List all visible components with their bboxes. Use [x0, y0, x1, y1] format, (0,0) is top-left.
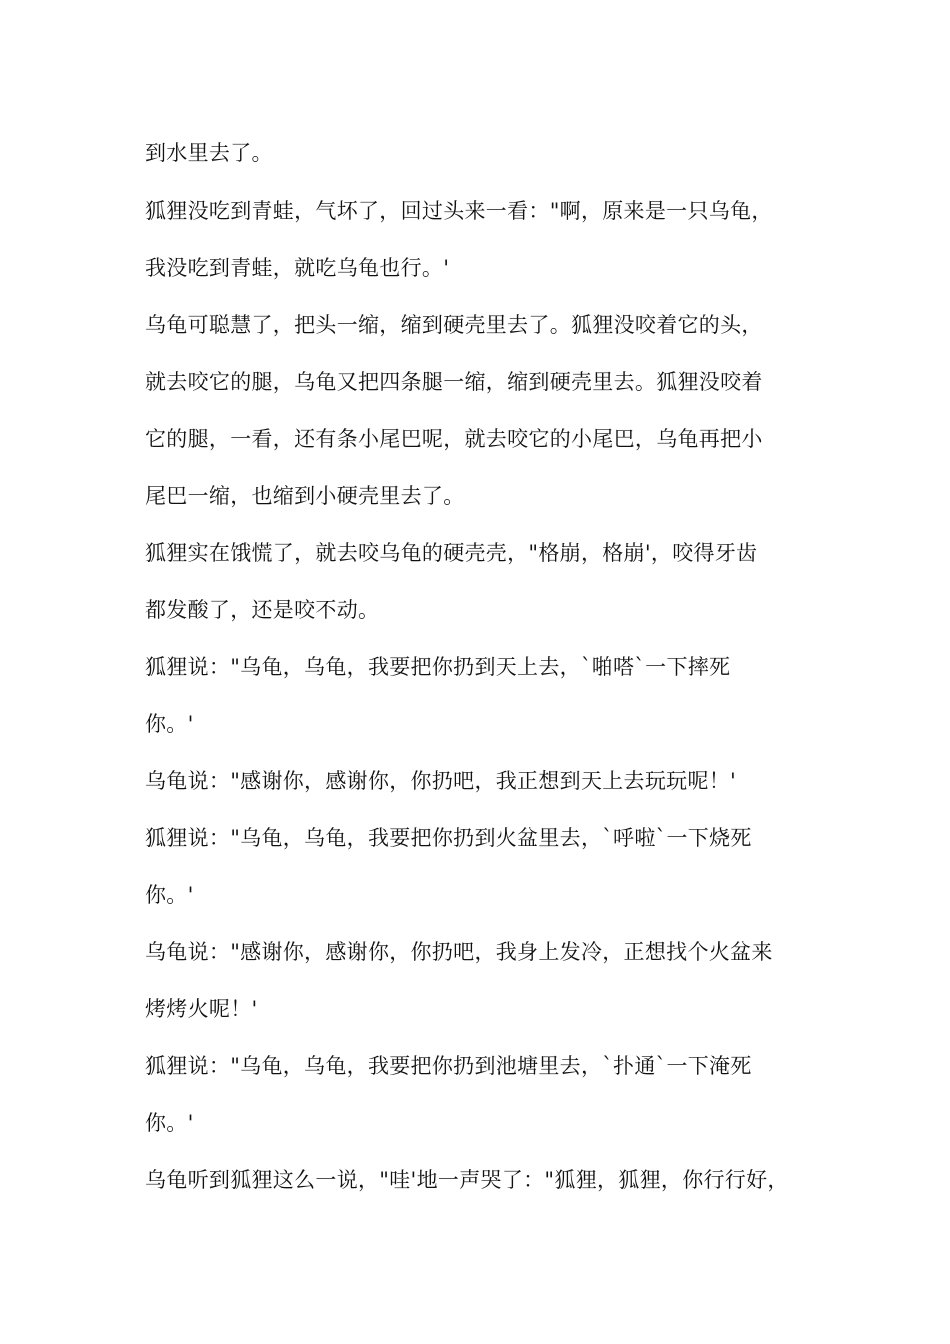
text-line: 狐狸说："乌龟，乌龟，我要把你扔到天上去，`啪嗒`一下摔死 — [145, 655, 731, 679]
text-line: 你。' — [145, 883, 194, 907]
text-line: 尾巴一缩，也缩到小硬壳里去了。 — [145, 484, 465, 508]
text-line: 狐狸没吃到青蛙，气坏了，回过头来一看："啊，原来是一只乌龟， — [145, 199, 773, 223]
text-line: 我没吃到青蛙，就吃乌龟也行。' — [145, 256, 450, 280]
text-line: 乌龟可聪慧了，把头一缩，缩到硬壳里去了。狐狸没咬着它的头， — [145, 313, 763, 337]
text-line: 你。' — [145, 712, 194, 736]
text-line: 烤烤火呢！' — [145, 997, 258, 1021]
text-line: 就去咬它的腿，乌龟又把四条腿一缩，缩到硬壳里去。狐狸没咬着 — [145, 370, 763, 394]
text-line: 它的腿，一看，还有条小尾巴呢，就去咬它的小尾巴，乌龟再把小 — [145, 427, 763, 451]
text-line: 乌龟说："感谢你，感谢你，你扔吧，我身上发冷，正想找个火盆来 — [145, 940, 773, 964]
text-line: 乌龟听到狐狸这么一说，"哇'地一声哭了："狐狸，狐狸，你行行好， — [145, 1168, 789, 1192]
text-line: 狐狸说："乌龟，乌龟，我要把你扔到火盆里去，`呼啦`一下烧死 — [145, 826, 752, 850]
text-line: 狐狸实在饿慌了，就去咬乌龟的硬壳壳，"格崩，格崩'，咬得牙齿 — [145, 541, 758, 565]
text-line: 到水里去了。 — [145, 141, 273, 165]
text-line: 都发酸了，还是咬不动。 — [145, 598, 380, 622]
text-line: 狐狸说："乌龟，乌龟，我要把你扔到池塘里去，`扑通`一下淹死 — [145, 1054, 752, 1078]
text-line: 乌龟说："感谢你，感谢你，你扔吧，我正想到天上去玩玩呢！' — [145, 769, 737, 793]
text-line: 你。' — [145, 1111, 194, 1135]
